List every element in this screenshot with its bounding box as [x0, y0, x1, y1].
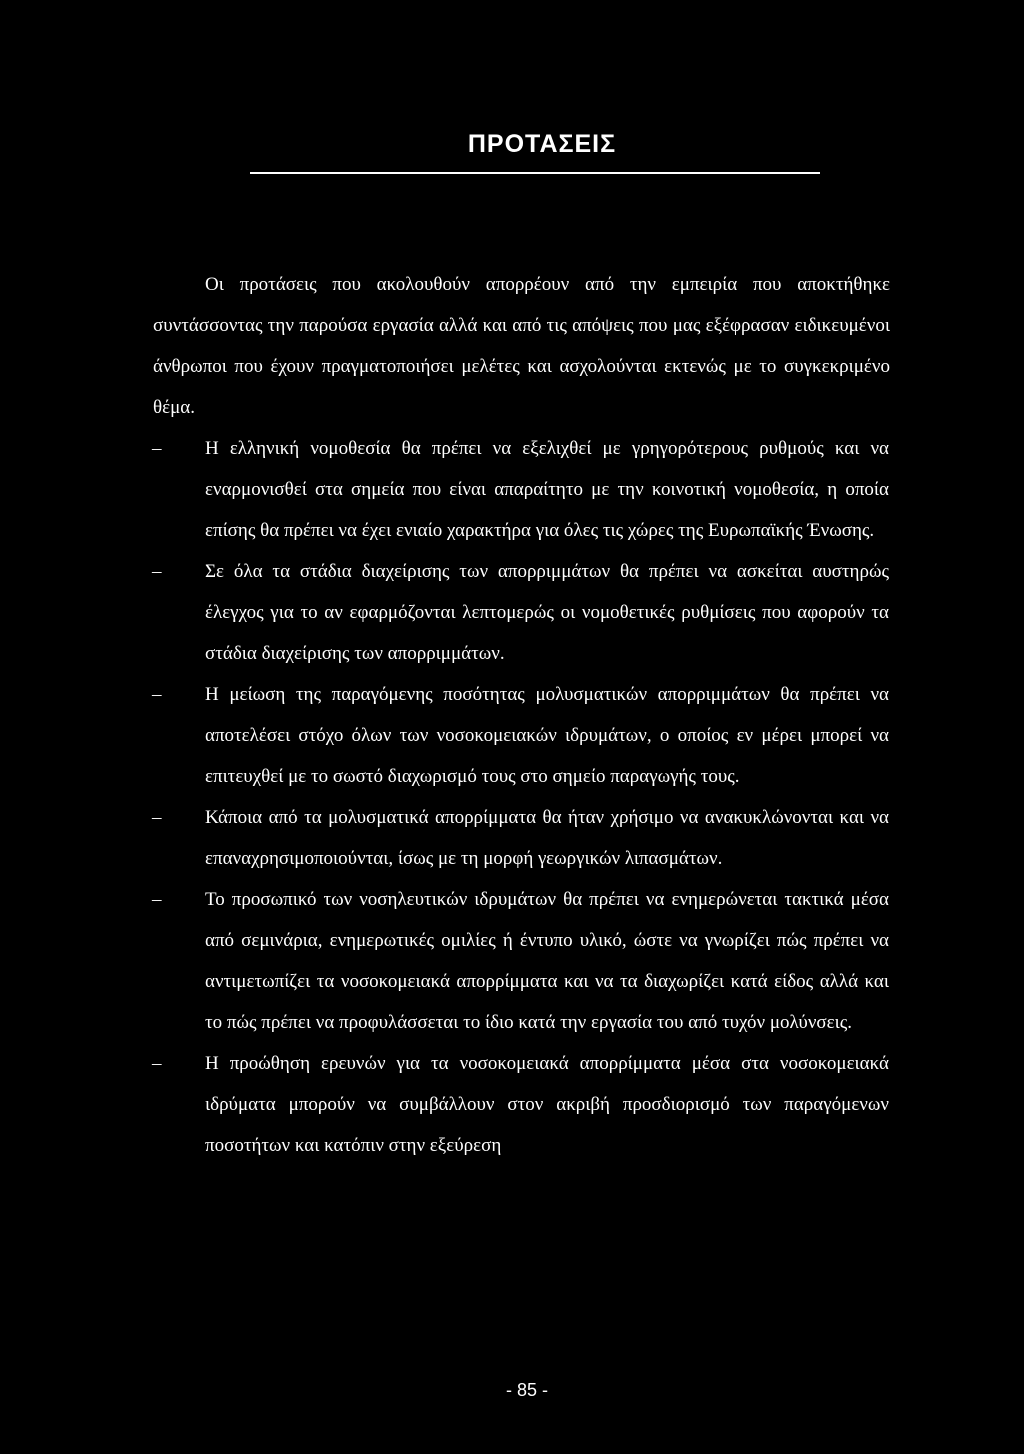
- list-item-text: Η μείωση της παραγόμενης ποσότητας μολυσματικών απορριμμάτων θα πρέπει να αποτελέσει στόχο όλων των νοσοκομειακών ιδρυμάτων, ο οποίος εν μέρει μπορεί να επιτευχθεί με το σωστό διαχωρισμό τους στο σημείο παραγωγής τους.: [205, 684, 889, 787]
- list-item: [0, 797, 1024, 879]
- proposals-list: [0, 428, 1024, 1166]
- list-item: [0, 674, 1024, 797]
- list-item-text: Σε όλα τα στάδια διαχείρισης των απορριμμάτων θα πρέπει να ασκείται αυστηρώς έλεγχος για το αν εφαρμόζονται λεπτομερώς οι νομοθετικές ρυθμίσεις που αφορούν τα στάδια διαχείρισης των απορριμμάτων.: [205, 561, 889, 664]
- list-item-text: Το προσωπικό των νοσηλευτικών ιδρυμάτων θα πρέπει να ενημερώνεται τακτικά μέσα από σεμινάρια, ενημερωτικές ομιλίες ή έντυπο υλικό, ώστε να γνωρίζει πώς πρέπει να αντιμετωπίζει τα νοσοκομειακά απορρίμματα και να τα διαχωρίζει κατά είδος αλλά και το πώς πρέπει να προφυλάσσεται το ίδιο κατά την εργασία του από τυχόν μολύνσεις.: [205, 889, 889, 1033]
- list-item: [0, 551, 1024, 674]
- list-item: [0, 428, 1024, 551]
- page-title: ΠΡΟΤΑΣΕΙΣ: [467, 130, 617, 158]
- bullet-dash: –: [152, 1053, 162, 1074]
- list-item: [0, 1043, 1024, 1166]
- page-number: - 85 -: [505, 1380, 548, 1400]
- intro-paragraph: Οι προτάσεις που ακολουθούν απορρέουν από την εμπειρία που αποκτήθηκε συντάσσοντας την παρούσα εργασία αλλά και από τις απόψεις που μας εξέφρασαν ειδικευμένοι άνθρωποι που έχουν πραγματοποιήσει μελέτες και ασχολούνται εκτενώς με το συγκεκριμένο θέμα.: [153, 274, 890, 418]
- list-item: [0, 879, 1024, 1043]
- bullet-dash: –: [152, 889, 162, 910]
- list-item-text: Η ελληνική νομοθεσία θα πρέπει να εξελιχθεί με γρηγορότερους ρυθμούς και να εναρμονισθεί στα σημεία που είναι απαραίτητο με την κοινοτική νομοθεσία, η οποία επίσης θα πρέπει να έχει ενιαίο χαρακτήρα για όλες τις χώρες της Ευρωπαϊκής Ένωσης.: [205, 438, 889, 541]
- bullet-dash: –: [152, 561, 162, 582]
- bullet-dash: –: [152, 807, 162, 828]
- list-item-text: Η προώθηση ερευνών για τα νοσοκομειακά απορρίμματα μέσα στα νοσοκομειακά ιδρύματα μπορούν να συμβάλλουν στον ακριβή προσδιορισμό των παραγόμενων ποσοτήτων και κατόπιν στην εξεύρεση: [205, 1053, 889, 1156]
- bullet-dash: –: [152, 438, 162, 459]
- bullet-dash: –: [152, 684, 162, 705]
- title-underline: [250, 172, 820, 174]
- list-item-text: Κάποια από τα μολυσματικά απορρίμματα θα ήταν χρήσιμο να ανακυκλώνονται και να επαναχρησιμοποιούνται, ίσως με τη μορφή γεωργικών λιπασμάτων.: [205, 807, 889, 869]
